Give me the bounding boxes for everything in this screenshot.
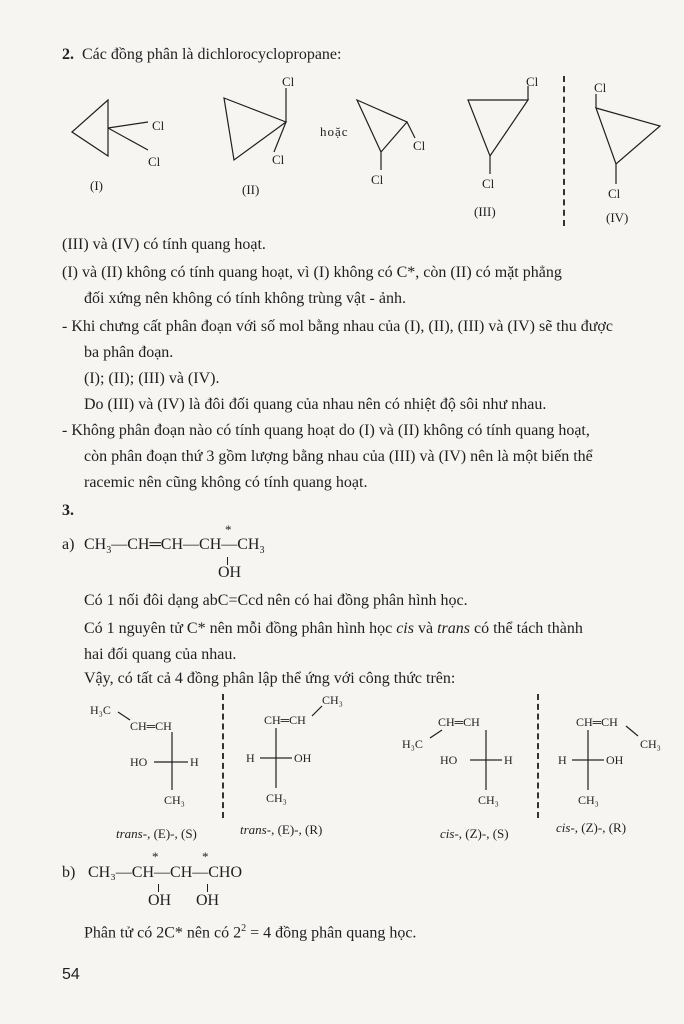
isomer-config: , (E)-, (S) [147,826,197,841]
cl-label: Cl [413,138,426,153]
chiral-star: * [152,849,159,864]
chem-label: CH₃ [164,793,185,807]
paragraph: (I); (II); (III) và (IV). [84,370,220,387]
chem-label: CH₃ [266,791,287,805]
page-number: 54 [62,966,80,983]
isomer-type: trans- [240,822,272,837]
isomer-type: cis- [556,820,575,835]
chem-bond [626,726,638,736]
chiral-star: * [202,849,209,864]
text-part: = 4 đồng phân quang học. [246,924,417,942]
oh-group: OH [196,892,220,909]
isomer-label-iii: (III) [474,204,496,219]
or-text: hoặc [320,124,349,139]
paragraph: (III) và (IV) có tính quang hoạt. [62,236,266,253]
chem-label: CH═CH [264,713,306,727]
chem-label: HO [130,755,148,769]
chem-label: HO [440,753,458,767]
text-part: có thể tách thành [470,620,583,637]
paragraph: racemic nên cũng không có tính quang hoạt. [84,474,368,491]
chem-label: H [504,753,513,767]
isomer-structure-3 [400,712,530,812]
paragraph: - Khi chưng cất phân đoạn với số mol bằng nhau của (I), (II), (III) và (IV) sẽ thu được [62,318,613,335]
cyclopropane-ring [596,108,660,164]
chem-label: CH═CH [130,719,172,733]
text-part: và [413,620,438,637]
structure-iii [462,74,562,228]
paragraph: Vậy, có tất cả 4 đồng phân lập thể ứng với công thức trên: [84,670,456,687]
structure-i [70,92,180,192]
superscript: 2 [241,923,247,934]
paragraph: ba phân đoạn. [84,344,174,361]
chem-label: CH═CH [438,715,480,729]
chem-bond [108,128,148,150]
chem-label: CH₃ [640,737,661,751]
chem-label: H₃C [90,703,111,717]
cl-label: Cl [148,154,161,169]
text-part: Phân tử có 2C* nên có 2 [84,924,242,942]
chem-bond [407,122,415,138]
section-2-number: 2. [62,46,74,63]
isomer-config: , (E)-, (R) [271,822,323,837]
part-b-label: b) [62,864,76,881]
separator-line [222,694,224,818]
isomer-config: , (Z)-, (S) [458,826,509,841]
cl-label: Cl [608,186,621,201]
chem-bond [108,122,148,128]
cl-label: Cl [152,118,165,133]
chem-label: H [558,753,567,767]
chiral-star: * [225,522,232,537]
paragraph: Do (III) và (IV) là đôi đối quang của nhau nên có nhiệt độ sôi như nhau. [84,396,547,413]
oh-group: OH [218,564,242,581]
paragraph: hai đối quang của nhau. [84,646,237,663]
paragraph: (I) và (II) không có tính quang hoạt, vì (I) không có C*, còn (II) có mặt phẳng [62,264,562,281]
cl-label: Cl [282,74,295,89]
cyclopropane-ring [357,100,407,152]
formula-part: —CH═CH—CH—CH [111,536,260,553]
cl-label: Cl [272,152,285,167]
section-3-number: 3. [62,502,74,519]
chem-label: OH [606,753,624,767]
structure-ii [222,70,322,200]
isomer-config: , (Z)-, (R) [574,820,627,835]
separator-line [537,694,539,818]
isomer-caption-4 [556,820,626,836]
chem-bond [430,730,442,738]
isomer-label-iv: (IV) [606,210,629,225]
cyclopropane-ring [224,98,286,160]
part-a-label: a) [62,536,75,553]
cl-label: Cl [526,74,539,89]
paragraph: - Không phân đoạn nào có tính quang hoạt do (I) và (II) không có tính quang hoạt, [62,422,590,439]
formula-subscript: 3 [106,545,112,557]
formula-subscript: 3 [259,545,265,557]
formula-a [84,534,264,562]
chem-label: CH₃ [478,793,499,807]
isomer-structure-2 [226,690,356,810]
isomer-caption-1 [116,826,197,842]
isomer-caption-3 [440,826,509,842]
cl-label: Cl [371,172,384,187]
structure-iv [590,80,670,230]
structure-ii-alt [355,92,435,192]
isomer-label-ii: (II) [242,182,260,197]
cyclopropane-ring [72,100,108,156]
isomer-type: trans- [116,826,148,841]
formula-b: CH₃—CH—CH—CHO [88,864,243,881]
chem-label: CH₃ [578,793,599,807]
isomer-structure-1 [88,700,218,810]
chem-label: H₃C [402,737,423,751]
italic-trans: trans [437,620,470,637]
isomer-structure-4 [546,712,676,812]
cl-label: Cl [482,176,495,191]
chem-bond [312,706,322,716]
separator-line [563,76,565,226]
oh-group: OH [148,892,172,909]
formula-part: CH [84,536,107,553]
chem-label: OH [294,751,312,765]
paragraph: Có 1 nối đôi dạng abC=Ccd nên có hai đồng phân hình học. [84,592,468,609]
cyclopropane-ring [468,100,528,156]
italic-cis: cis [396,620,414,637]
chem-bond [118,712,130,720]
paragraph [84,918,416,944]
cl-label: Cl [594,80,607,95]
chem-label: CH═CH [576,715,618,729]
paragraph: đối xứng nên không có tính không trùng vật - ảnh. [84,290,406,307]
chem-label: CH₃ [322,693,343,707]
text-part: Có 1 nguyên tử C* nên mỗi đồng phân hình học [84,620,397,637]
isomer-label-i: (I) [90,178,103,193]
chem-label: H [246,751,255,765]
chem-label: H [190,755,199,769]
section-2-heading: Các đồng phân là dichlorocyclopropane: [82,46,342,63]
paragraph [84,618,583,640]
isomer-caption-2 [240,822,322,838]
paragraph: còn phân đoạn thứ 3 gồm lượng bằng nhau của (III) và (IV) nên là một biến thể [84,448,593,465]
isomer-type: cis- [440,826,459,841]
